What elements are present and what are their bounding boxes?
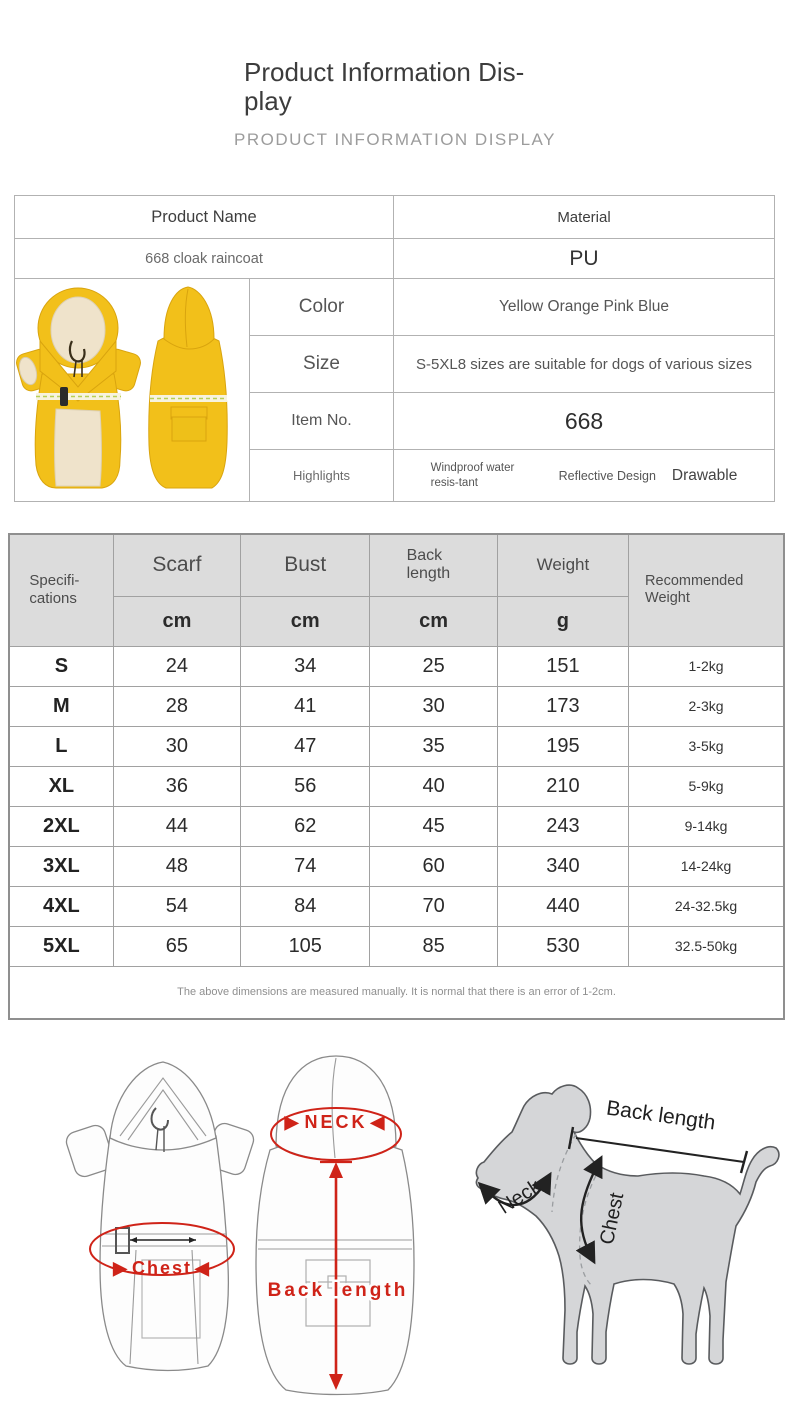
bust-cell: 47 [241,726,370,766]
bust-cell: 74 [241,846,370,886]
raincoat-measurement-diagram [58,1048,426,1423]
col-header-scarf: Scarf [113,534,240,596]
weight-cell: 530 [497,926,628,966]
specifications-header: Specifi-cations [9,534,113,646]
scarf-cell: 54 [113,886,240,926]
size-cell: 2XL [9,806,113,846]
product-name-value: 668 cloak raincoat [15,239,394,279]
size-cell: S [9,646,113,686]
size-cell: M [9,686,113,726]
weight-cell: 340 [497,846,628,886]
product-photo-cell [15,279,250,502]
coat-back-sketch [256,1056,414,1395]
inward-arrow-icon: ◀ [370,1112,388,1132]
spec-row-s [9,646,784,686]
size-cell: 4XL [9,886,113,926]
recommended-weight-header: Recommended Weight [629,534,784,646]
raincoat-front-view [16,288,143,488]
scarf-cell: 36 [113,766,240,806]
highlight-drawable: Drawable [671,466,738,484]
scarf-cell: 24 [113,646,240,686]
material-value: PU [394,239,775,279]
weight-cell: 243 [497,806,628,846]
back-length-cell: 45 [370,806,497,846]
size-cell: 3XL [9,846,113,886]
back-length-cell: 60 [370,846,497,886]
item-no-label: Item No. [250,393,394,450]
bust-cell: 56 [241,766,370,806]
recommended-cell: 3-5kg [629,726,784,766]
back-length-cell: 85 [370,926,497,966]
table-row [15,239,775,279]
col-header-weight: Weight [497,534,628,596]
size-cell: 5XL [9,926,113,966]
recommended-cell: 1-2kg [629,646,784,686]
product-info-table [14,195,775,502]
bust-cell: 105 [241,926,370,966]
measurement-note: The above dimensions are measured manually. It is normal that there is an error of 1-2cm. [9,966,784,1019]
spec-row-2xl [9,806,784,846]
spec-row-xl [9,766,784,806]
dog-silhouette [476,1085,778,1364]
recommended-cell: 14-24kg [629,846,784,886]
scarf-cell: 28 [113,686,240,726]
item-no-value: 668 [394,393,775,450]
inward-arrow-icon: ▶ [113,1258,129,1278]
back-length-cell: 25 [370,646,497,686]
size-label: Size [250,336,394,393]
back-length-cell: 35 [370,726,497,766]
bust-cell: 84 [241,886,370,926]
recommended-cell: 32.5-50kg [629,926,784,966]
coat-front-sketch [64,1062,256,1371]
size-spec-table [8,533,785,1020]
col-header-bust: Bust [241,534,370,596]
spec-row-4xl [9,886,784,926]
spec-row-m [9,686,784,726]
color-label: Color [250,279,394,336]
recommended-cell: 24-32.5kg [629,886,784,926]
bust-cell: 62 [241,806,370,846]
dog-chest-label: Chest [595,1190,629,1247]
inward-arrow-icon: ▶ [284,1112,302,1132]
back-length-cell: 40 [370,766,497,806]
col-header-back-length: Back length [370,534,497,596]
product-photo [16,279,249,496]
unit-back-length: cm [370,596,497,646]
weight-cell: 195 [497,726,628,766]
recommended-cell: 2-3kg [629,686,784,726]
svg-text:▶Chest◀ [112,1258,211,1278]
scarf-cell: 30 [113,726,240,766]
size-value: S-5XL8 sizes are suitable for dogs of various sizes [394,336,775,393]
unit-bust: cm [241,596,370,646]
highlights-label: Highlights [250,450,394,502]
recommended-cell: 5-9kg [629,766,784,806]
color-value: Yellow Orange Pink Blue [394,279,775,336]
back-length-cell: 70 [370,886,497,926]
weight-cell: 210 [497,766,628,806]
table-row [15,279,775,336]
unit-weight: g [497,596,628,646]
raincoat-back-view [148,287,226,488]
spec-header-row [9,534,784,596]
size-cell: XL [9,766,113,806]
material-header: Material [394,196,775,239]
page-subtitle: PRODUCT INFORMATION DISPLAY [234,130,556,149]
page-title [244,58,544,116]
highlight-windproof: Windproof water resis-tant [430,462,515,489]
page-title-line1: Product Information Dis- [244,57,525,87]
neck-measure-label: NECK [304,1112,368,1132]
spec-row-5xl [9,926,784,966]
dog-back-length-label: Back length [604,1096,717,1135]
bust-cell: 34 [241,646,370,686]
weight-cell: 440 [497,886,628,926]
bust-cell: 41 [241,686,370,726]
page-title-line2: play [244,86,292,116]
spec-note-row [9,966,784,1019]
back-length-cell: 30 [370,686,497,726]
weight-cell: 151 [497,646,628,686]
spec-row-l [9,726,784,766]
table-row [15,196,775,239]
weight-cell: 173 [497,686,628,726]
scarf-cell: 48 [113,846,240,886]
highlight-reflective: Reflective Design [558,468,656,483]
scarf-cell: 44 [113,806,240,846]
highlights-value [394,450,775,502]
unit-scarf: cm [113,596,240,646]
chest-measure-label: Chest [131,1258,193,1278]
svg-text:▶NECK◀ [284,1112,388,1132]
product-name-header: Product Name [15,196,394,239]
back-length-measure-label: Back length [267,1280,409,1301]
recommended-cell: 9-14kg [629,806,784,846]
inward-arrow-icon: ◀ [195,1258,211,1278]
size-cell: L [9,726,113,766]
dog-neck-label: Neck [494,1175,545,1219]
scarf-cell: 65 [113,926,240,966]
dog-measurement-diagram [426,1064,784,1386]
spec-row-3xl [9,846,784,886]
